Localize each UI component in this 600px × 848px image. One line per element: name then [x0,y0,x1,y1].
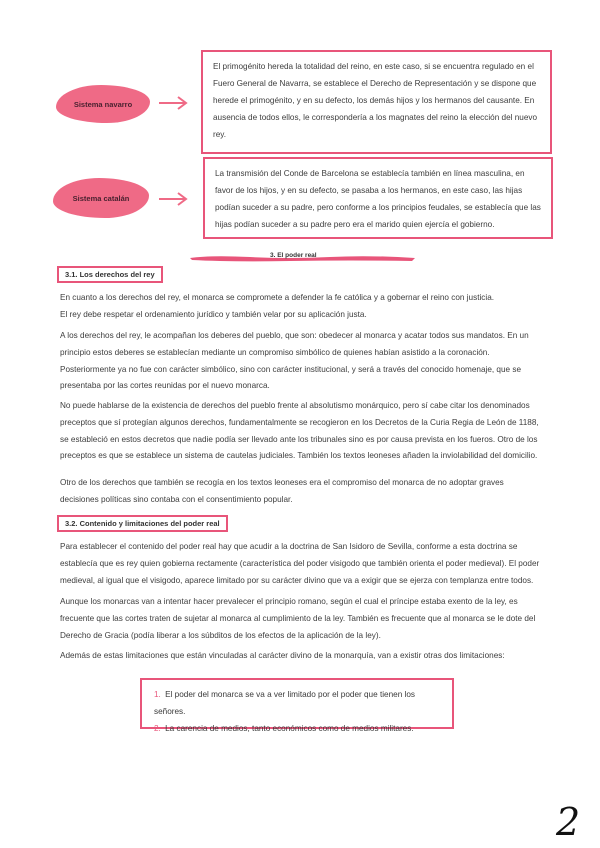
sistema-catalan-text: Sistema catalán [72,193,130,203]
sistema-navarro-description: El primogénito hereda la totalidad del reino, en este caso, si se encuentra regulado en el Fuero General de Navarra, se establece el Derecho de Representación y se dispone que herede el primogénito, y en su defecto, los demás hijos y los hermanos del causante. En ausencia de todos ellos, le correspondería a los magnates del reino la elección del nuevo rey. [213,62,538,139]
arrow-right-icon [158,191,188,207]
paragraph: En cuanto a los derechos del rey, el monarca se compromete a defender la fe católica y a gobernar el reino con justicia. [60,293,495,302]
paragraph: Además de estas limitaciones que están vinculadas al carácter divino de la monarquía, van a existir otras dos limitaciones: [60,651,505,660]
paragraph: A los derechos del rey, le acompañan los deberes del pueblo, que son: obedecer al monarca y acatar todos sus mandatos. En un principio estos deberes se establecían mediante un compromiso simbólico de quienes habían asistido a la coronación. Posteriormente ya no fue con carácter simbólico, sino con carácter institucional, y será a través del conocido homenaje, que se presentaba por las cortes reunidas por el nuevo monarca. [60,331,529,391]
sistema-catalan-box [203,157,553,239]
arrow-right-icon [158,95,188,111]
subsection-heading-contenido: 3.2. Contenido y limitaciones del poder real [57,515,228,532]
section-title: 3. El poder real [270,252,317,259]
sistema-catalan-label [53,178,149,218]
list-item [154,686,440,720]
paragraph: El rey debe respetar el ordenamiento jurídico y también velar por su aplicación justa. [60,310,367,319]
list-text: El poder del monarca se va a ver limitado por el poder que tienen los señores. [154,690,415,716]
paragraph: Aunque los monarcas van a intentar hacer prevalecer el principio romano, según el cual el príncipe estaba exento de la ley, es frecuente que las cortes traten de sujetar al monarca al cumplimiento de la ley. También es frecuente que al monarca se le dote del Derecho de Gracia (podía liberar a los súbditos de los efectos de la aplicación de la ley). [60,597,536,640]
limitations-list [140,678,454,733]
subsection-heading-derechos: 3.1. Los derechos del rey [57,266,163,283]
page-number: 2 [556,800,581,844]
sistema-navarro-text: Sistema navarro [73,99,133,109]
paragraph: Para establecer el contenido del poder real hay que acudir a la doctrina de San Isidoro de Sevilla, conforme a esta doctrina se establecía que es rey quien gobierna rectamente (característica del poder visigodo que también orienta el poder medieval). El poder medieval, al igual que el visigodo, aparece limitado por su carácter divino que va a exigir que se ejerza con templanza entre todos. [60,542,540,585]
list-number: 1. [154,690,161,699]
sistema-navarro-label [56,85,150,123]
paragraph: Otro de los derechos que también se recogía en los textos leoneses era el compromiso del monarca de no adoptar graves decisiones políticas sino contaba con el consentimiento popular. [60,478,504,504]
sistema-catalan-description: La transmisión del Conde de Barcelona se establecía también en línea masculina, en favor de los hijos, y en su defecto, se pasaba a los hermanos, en este caso, las hijas podían suceder a su padre, pero conforme a los principios feudales, se establecía que las hijas podían suceder a su padre pero era el marido quien ejercía el gobierno. [215,169,541,229]
paragraph: No puede hablarse de la existencia de derechos del pueblo frente al absolutismo monárquico, pero sí cabe citar los denominados preceptos que sí protegían algunos derechos, fundamentalmente se recogieron en los Decretos de la Curia Regia de León de 1188, se estableció en estos decretos que nadie podía ser llevado ante los tribunales sino es por causa prevista en los fueros. Otro de los preceptos es que se establece un sistema de cautelas judiciales. También los textos leoneses añaden la inviolabilidad del domicilio. [60,401,539,461]
sistema-navarro-box [201,50,552,154]
list-number: 2. [154,724,161,733]
list-text: La carencia de medios, tanto económicos como de medios militares. [165,724,414,733]
list-item [154,720,440,737]
